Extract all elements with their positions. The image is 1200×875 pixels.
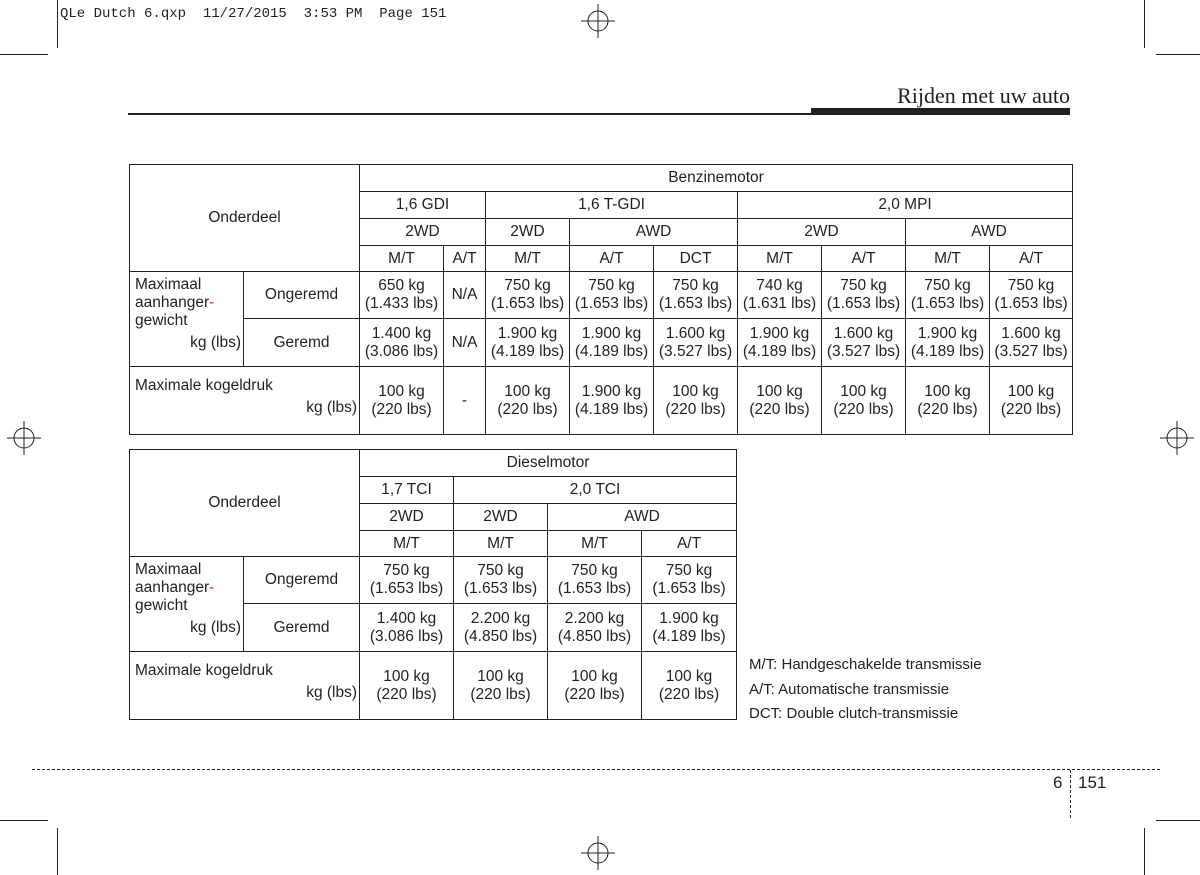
value-cell: 1.400 kg (3.086 lbs): [360, 604, 454, 652]
value-cell: 750 kg (1.653 lbs): [360, 557, 454, 604]
value-cell: 750 kg (1.653 lbs): [990, 272, 1073, 319]
diesel-towing-table: [129, 449, 737, 720]
value-cell: 100 kg (220 lbs): [486, 367, 570, 435]
value-cell: 100 kg (220 lbs): [360, 652, 454, 720]
table-corner-header: Onderdeel: [130, 450, 360, 557]
transmission-header: M/T: [454, 531, 548, 557]
legend-item: M/T: Handgeschakelde transmissie: [749, 656, 982, 673]
legend-item: DCT: Double clutch-transmissie: [749, 705, 959, 722]
drive-header: 2WD: [454, 504, 548, 531]
registration-mark-icon: [1160, 421, 1194, 455]
registration-mark-icon: [7, 421, 41, 455]
transmission-header: M/T: [906, 246, 990, 272]
transmission-header: M/T: [548, 531, 642, 557]
variant-header: 2,0 MPI: [738, 192, 1073, 219]
legend-item: A/T: Automatische transmissie: [749, 680, 950, 698]
value-cell: 750 kg (1.653 lbs): [822, 272, 906, 319]
value-cell: 1.600 kg (3.527 lbs): [990, 319, 1073, 367]
drive-header: 2WD: [360, 219, 486, 246]
drive-header: 2WD: [360, 504, 454, 531]
trailer-weight-label: Maximaal aanhanger- gewicht kg (lbs): [130, 272, 244, 367]
crop-mark: [1156, 820, 1200, 821]
value-cell: 1.900 kg (4.189 lbs): [486, 319, 570, 367]
value-cell: 1.400 kg (3.086 lbs): [360, 319, 444, 367]
drive-header: AWD: [906, 219, 1073, 246]
crop-mark: [0, 820, 48, 821]
transmission-header: A/T: [642, 531, 737, 557]
unit-label: kg (lbs): [306, 399, 358, 416]
transmission-header: M/T: [738, 246, 822, 272]
value-cell: 100 kg (220 lbs): [906, 367, 990, 435]
variant-header: 1,6 T-GDI: [486, 192, 738, 219]
crop-mark: [0, 54, 48, 55]
petrol-towing-table: [129, 164, 1073, 435]
registration-mark-icon: [581, 836, 615, 870]
drive-header: 2WD: [738, 219, 906, 246]
value-cell: 750 kg (1.653 lbs): [454, 557, 548, 604]
value-cell: 1.900 kg (4.189 lbs): [570, 319, 654, 367]
variant-header: 1,7 TCI: [360, 477, 454, 504]
variant-header: 2,0 TCI: [454, 477, 737, 504]
transmission-header: A/T: [822, 246, 906, 272]
transmission-header: DCT: [654, 246, 738, 272]
transmission-header: A/T: [990, 246, 1073, 272]
table-corner-header: Onderdeel: [130, 165, 360, 272]
drive-header: 2WD: [486, 219, 570, 246]
drive-header: AWD: [548, 504, 737, 531]
page-number-divider: [1070, 770, 1071, 818]
value-cell: 750 kg (1.653 lbs): [642, 557, 737, 604]
tongue-load-label: Maximale kogeldruk kg (lbs): [130, 367, 360, 435]
value-cell: 650 kg (1.433 lbs): [360, 272, 444, 319]
transmission-header: M/T: [360, 531, 454, 557]
crop-mark: [1156, 54, 1200, 55]
transmission-header: A/T: [444, 246, 486, 272]
value-cell: 750 kg (1.653 lbs): [654, 272, 738, 319]
section-title: Rijden met uw auto: [897, 83, 1070, 108]
value-cell: 2.200 kg (4.850 lbs): [548, 604, 642, 652]
value-cell: 100 kg (220 lbs): [642, 652, 737, 720]
abbreviation-legend: [749, 653, 982, 727]
value-cell: 750 kg (1.653 lbs): [570, 272, 654, 319]
row-label-braked: Geremd: [244, 319, 360, 367]
engine-header: Dieselmotor: [360, 450, 737, 477]
crop-mark: [57, 0, 58, 48]
header-rule: [128, 113, 811, 115]
value-cell: 1.900 kg (4.189 lbs): [738, 319, 822, 367]
variant-header: 1,6 GDI: [360, 192, 486, 219]
value-cell: 100 kg (220 lbs): [548, 652, 642, 720]
crop-mark: [1144, 0, 1145, 48]
value-cell: 1.900 kg (4.189 lbs): [570, 367, 654, 435]
chapter-number: 6: [1053, 773, 1063, 792]
footer-dotted-rule: [32, 769, 1160, 770]
crop-mark: [1144, 828, 1145, 875]
header-rule-accent: [811, 108, 1070, 115]
value-cell: 1.900 kg (4.189 lbs): [642, 604, 737, 652]
row-label-unbraked: Ongeremd: [244, 272, 360, 319]
value-cell: 1.600 kg (3.527 lbs): [654, 319, 738, 367]
value-cell: 100 kg (220 lbs): [654, 367, 738, 435]
value-cell: 100 kg (220 lbs): [454, 652, 548, 720]
value-cell: 750 kg (1.653 lbs): [548, 557, 642, 604]
value-cell: 100 kg (220 lbs): [990, 367, 1073, 435]
value-cell: 100 kg (220 lbs): [822, 367, 906, 435]
row-label-braked: Geremd: [244, 604, 360, 652]
value-cell: 740 kg (1.631 lbs): [738, 272, 822, 319]
unit-label: kg (lbs): [306, 684, 358, 701]
value-cell: 2.200 kg (4.850 lbs): [454, 604, 548, 652]
value-cell: -: [444, 367, 486, 435]
value-cell: N/A: [444, 319, 486, 367]
transmission-header: M/T: [486, 246, 570, 272]
tongue-load-label: Maximale kogeldruk kg (lbs): [130, 652, 360, 720]
print-slug: QLe Dutch 6.qxp 11/27/2015 3:53 PM Page 151: [60, 6, 447, 22]
engine-header: Benzinemotor: [360, 165, 1073, 192]
value-cell: 1.900 kg (4.189 lbs): [906, 319, 990, 367]
transmission-header: M/T: [360, 246, 444, 272]
page-number: 151: [1078, 773, 1107, 792]
crop-mark: [57, 828, 58, 875]
value-cell: 100 kg (220 lbs): [360, 367, 444, 435]
value-cell: 100 kg (220 lbs): [738, 367, 822, 435]
registration-mark-icon: [581, 4, 615, 38]
unit-label: kg (lbs): [190, 619, 241, 636]
transmission-header: A/T: [570, 246, 654, 272]
trailer-weight-label: Maximaal aanhanger- gewicht kg (lbs): [130, 557, 244, 652]
value-cell: 1.600 kg (3.527 lbs): [822, 319, 906, 367]
value-cell: 750 kg (1.653 lbs): [906, 272, 990, 319]
unit-label: kg (lbs): [190, 334, 241, 351]
drive-header: AWD: [570, 219, 738, 246]
value-cell: 750 kg (1.653 lbs): [486, 272, 570, 319]
row-label-unbraked: Ongeremd: [244, 557, 360, 604]
value-cell: N/A: [444, 272, 486, 319]
